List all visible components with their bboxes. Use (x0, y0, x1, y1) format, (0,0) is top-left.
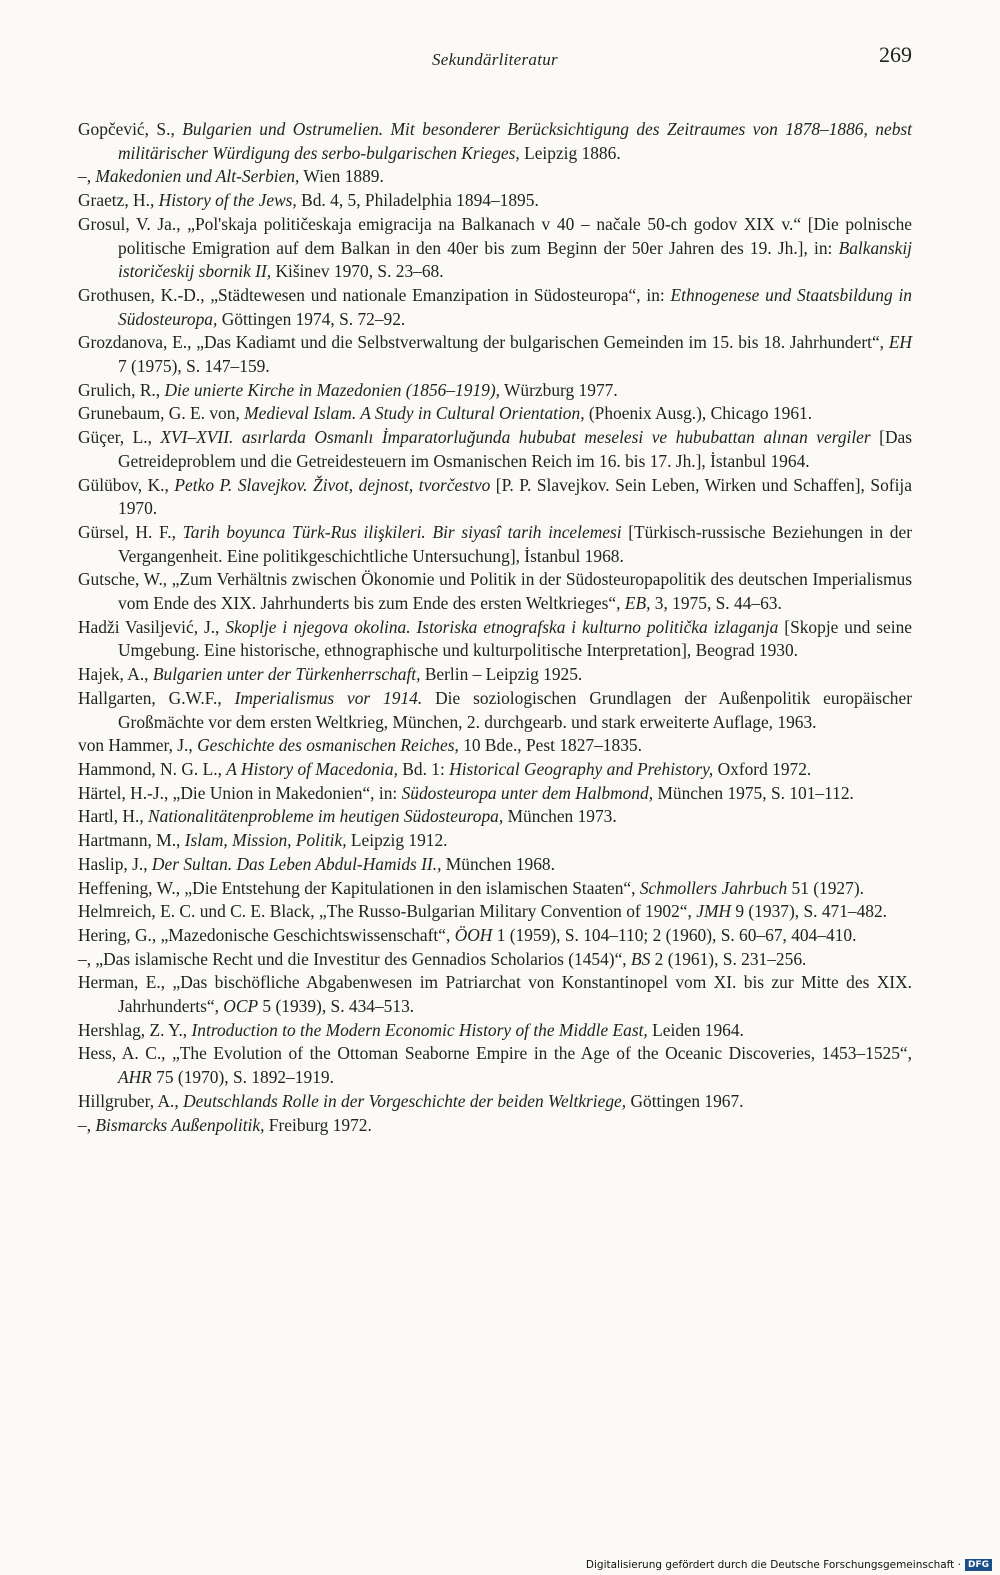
entry-text: Göttingen 1974, S. 72–92. (217, 308, 406, 329)
entry-text: [P. P. Slavejkov. Sein Leben, Wirken und Schaffen], Sofija 1970. (118, 474, 912, 519)
entry-title-italic: Schmollers Jahrbuch (639, 877, 788, 898)
bibliography-entry (78, 1114, 912, 1138)
bibliography-entry (78, 474, 912, 521)
bibliography-entry (78, 853, 912, 877)
entry-text: Kišinev 1970, S. 23–68. (271, 261, 444, 282)
entry-text: 75 (1970), S. 1892–1919. (151, 1067, 334, 1088)
entry-title-italic: Historical Geography and Prehistory, (449, 758, 714, 779)
entry-title-italic: Deutschlands Rolle in der Vorgeschichte der beiden Weltkriege, (183, 1090, 627, 1111)
bibliography-entry (78, 331, 912, 378)
entry-text: Hartl, H., (78, 806, 149, 827)
bibliography-entry (78, 663, 912, 687)
entry-text: Heffening, W., „Die Entstehung der Kapitulationen in den islamischen Staaten“, (78, 877, 640, 898)
bibliography-entry (78, 165, 912, 189)
entry-text: Härtel, H.-J., „Die Union in Makedonien“, in: (78, 782, 402, 803)
entry-text: Berlin – Leipzig 1925. (420, 664, 583, 685)
entry-title-italic: Medieval Islam. A Study in Cultural Orientation, (244, 403, 585, 424)
footer (586, 1559, 992, 1571)
entry-text: Gürsel, H. F., (78, 521, 183, 542)
entry-text: München 1973. (503, 806, 617, 827)
bibliography-entry (78, 616, 912, 663)
page-number: 269 (879, 42, 912, 67)
entry-title-italic: Petko P. Slavejkov. Život, dejnost, tvorčestvo (174, 474, 491, 495)
entry-title-italic: Der Sultan. Das Leben Abdul-Hamids II., (151, 853, 442, 874)
entry-text: [Skopje und seine Umgebung. Eine historische, ethnographische und kulturpolitische Interpretation], Beograd 1930. (118, 616, 913, 661)
entry-title-italic: Bismarcks Außenpolitik, (95, 1114, 265, 1135)
bibliography-entry (78, 971, 912, 1018)
entry-text: Göttingen 1967. (626, 1090, 744, 1111)
entry-text: [Türkisch-russische Beziehungen in der Vergangenheit. Eine politikgeschichtliche Untersuchung], İstanbul 1968. (118, 521, 913, 566)
entry-title-italic: Balkanskij istoričeskij sbornik II, (118, 237, 912, 282)
entry-text: 2 (1961), S. 231–256. (650, 948, 807, 969)
entry-text: Hering, G., „Mazedonische Geschichtswissenschaft“, (78, 924, 455, 945)
entry-title-italic: EB, (624, 593, 651, 614)
entry-text: Leipzig 1912. (346, 830, 448, 851)
entry-title-italic: Tarih boyunca Türk-Rus ilişkileri. Bir siyasî tarih incelemesi (182, 521, 622, 542)
entry-text: München 1968. (441, 853, 555, 874)
entry-text: 5 (1939), S. 434–513. (258, 996, 415, 1017)
running-title: Sekundärliteratur (432, 50, 558, 69)
entry-text: Hershlag, Z. Y., (78, 1019, 192, 1040)
bibliography-entry (78, 189, 912, 213)
entry-title-italic: Bulgarien unter der Türkenherrschaft, (152, 664, 421, 685)
entry-title-italic: A History of Macedonia, (226, 758, 398, 779)
entry-text: –, (78, 166, 96, 187)
entry-text: Leipzig 1886. (519, 142, 621, 163)
bibliography-entry (78, 1090, 912, 1114)
entry-title-italic: Die unierte Kirche in Mazedonien (1856–1919), (164, 379, 500, 400)
entry-text: 7 (1975), S. 147–159. (118, 356, 270, 377)
entry-text: Grunebaum, G. E. von, (78, 403, 245, 424)
entry-text: Hallgarten, G.W.F., (78, 687, 235, 708)
bibliography-entry (78, 1042, 912, 1089)
entry-text: Wien 1889. (299, 166, 384, 187)
entry-text: 9 (1937), S. 471–482. (731, 901, 888, 922)
entry-text: Bd. 1: (397, 758, 450, 779)
entry-title-italic: Nationalitätenprobleme im heutigen Südosteuropa, (148, 806, 504, 827)
entry-text: von Hammer, J., (78, 735, 198, 756)
entry-title-italic: History of the Jews, (158, 190, 297, 211)
bibliography-entry (78, 782, 912, 806)
bibliography-list (78, 118, 912, 1137)
entry-text: Grulich, R., (78, 379, 165, 400)
entry-text: Haslip, J., (78, 853, 152, 874)
bibliography-entry (78, 734, 912, 758)
bibliography-entry (78, 805, 912, 829)
dfg-logo: DFG (965, 1559, 992, 1571)
entry-text: Graetz, H., (78, 190, 159, 211)
entry-text: Herman, E., „Das bischöfliche Abgabenwesen im Patriarchat von Konstantinopel vom XI. bis zur Mitte des XIX. Jahrhunderts“, (78, 972, 912, 1017)
page-header (78, 40, 912, 80)
entry-text: Gopčević, S., (78, 119, 183, 139)
entry-text: Hajek, A., (78, 664, 153, 685)
entry-title-italic: Skoplje i njegova okolina. Istoriska etnografska i kulturno politička izlaganja (225, 616, 779, 637)
entry-text: Leiden 1964. (647, 1019, 744, 1040)
entry-text: –, (78, 1114, 96, 1135)
bibliography-entry (78, 948, 912, 972)
bibliography-entry (78, 877, 912, 901)
bibliography-entry (78, 379, 912, 403)
bibliography-entry (78, 568, 912, 615)
entry-title-italic: Bulgarien und Ostrumelien. Mit besonderer Berücksichtigung des Zeitraumes von 1878–1886, nebst militärischer Würdigung des serbo-bulgarischen Krieges, (118, 119, 913, 163)
entry-text: Freiburg 1972. (264, 1114, 372, 1135)
entry-title-italic: Ethnogenese und Staatsbildung in Südosteuropa, (118, 284, 913, 329)
entry-title-italic: Introduction to the Modern Economic History of the Middle East, (191, 1019, 648, 1040)
footer-text: Digitalisierung gefördert durch die Deutsche Forschungsgemeinschaft · (585, 1559, 961, 1571)
entry-text: [Das Getreideproblem und die Getreidesteuern im Osmanischen Reich im 16. bis 17. Jh.], İstanbul 1964. (118, 427, 912, 471)
entry-text: Helmreich, E. C. und C. E. Black, „The Russo-Bulgarian Military Convention of 1902“, (78, 901, 697, 922)
entry-title-italic: Makedonien und Alt-Serbien, (95, 166, 300, 187)
entry-text: Bd. 4, 5, Philadelphia 1894–1895. (296, 190, 539, 211)
entry-text: Gülübov, K., (78, 474, 175, 495)
entry-title-italic: Islam, Mission, Politik, (184, 830, 347, 851)
entry-title-italic: OCP (223, 996, 259, 1017)
entry-title-italic: Imperialismus vor 1914. (234, 687, 423, 708)
entry-title-italic: EH (888, 332, 912, 353)
entry-text: Grozdanova, E., „Das Kadiamt und die Selbstverwaltung der bulgarischen Gemeinden im 15. bis 18. Jahrhundert“, (78, 332, 889, 353)
bibliography-entry (78, 829, 912, 853)
entry-text: Hillgruber, A., (78, 1090, 184, 1111)
bibliography-entry (78, 213, 912, 284)
entry-title-italic: ÖOH (454, 924, 493, 945)
entry-text: 10 Bde., Pest 1827–1835. (458, 735, 642, 756)
entry-text: Güçer, L., (78, 427, 161, 448)
bibliography-entry (78, 118, 912, 165)
entry-text: Würzburg 1977. (499, 379, 618, 400)
entry-text: Hadži Vasiljević, J., (78, 616, 226, 637)
entry-text: Hammond, N. G. L., (78, 758, 227, 779)
entry-title-italic: JMH (696, 901, 731, 922)
entry-text: Grosul, V. Ja., „Pol'skaja političeskaja emigracija na Balkanach v 40 – načale 50-ch godov XIX v.“ [Die polnische politische Emigration auf dem Balkan in den 40er bis zum Beginn der 50er Jahren des 19. Jh.], in: (78, 213, 912, 258)
entry-title-italic: XVI–XVII. asırlarda Osmanlı İmparatorluğunda hububat meselesi ve hububattan alınan vergiler (160, 427, 871, 448)
entry-title-italic: AHR (118, 1067, 152, 1088)
bibliography-entry (78, 1019, 912, 1043)
entry-text: –, „Das islamische Recht und die Investitur des Gennadios Scholarios (1454)“, (78, 948, 631, 969)
entry-text: Hartmann, M., (78, 830, 185, 851)
entry-text: Grothusen, K.-D., „Städtewesen und nationale Emanzipation in Südosteuropa“, in: (78, 284, 671, 305)
entry-title-italic: BS (631, 948, 651, 969)
entry-text: 1 (1959), S. 104–110; 2 (1960), S. 60–67, 404–410. (492, 924, 857, 945)
bibliography-entry (78, 521, 912, 568)
bibliography-entry (78, 402, 912, 426)
entry-text: Gutsche, W., „Zum Verhältnis zwischen Ökonomie und Politik in der Südosteuropapolitik des deutschen Imperialismus vom Ende des XIX. Jahrhunderts bis zum Ende des ersten Weltkrieges“, (78, 569, 912, 614)
entry-text: Hess, A. C., „The Evolution of the Ottoman Seaborne Empire in the Age of the Oceanic Discoveries, 1453–1525“, (78, 1043, 912, 1064)
entry-text: Oxford 1972. (713, 758, 812, 779)
entry-text: 51 (1927). (787, 877, 864, 898)
bibliography-entry (78, 426, 912, 473)
bibliography-entry (78, 924, 912, 948)
entry-text: 3, 1975, S. 44–63. (650, 593, 782, 614)
bibliography-entry (78, 284, 912, 331)
entry-text: München 1975, S. 101–112. (653, 782, 854, 803)
bibliography-entry (78, 687, 912, 734)
entry-title-italic: Südosteuropa unter dem Halbmond, (401, 782, 654, 803)
bibliography-entry (78, 758, 912, 782)
bibliography-entry (78, 900, 912, 924)
entry-text: (Phoenix Ausg.), Chicago 1961. (584, 403, 813, 424)
entry-text: Die soziologischen Grundlagen der Außenpolitik europäischer Großmächte vor dem ersten Weltkrieg, München, 2. durchgearb. und stark erweiterte Auflage, 1963. (118, 687, 912, 732)
entry-title-italic: Geschichte des osmanischen Reiches, (197, 735, 459, 756)
